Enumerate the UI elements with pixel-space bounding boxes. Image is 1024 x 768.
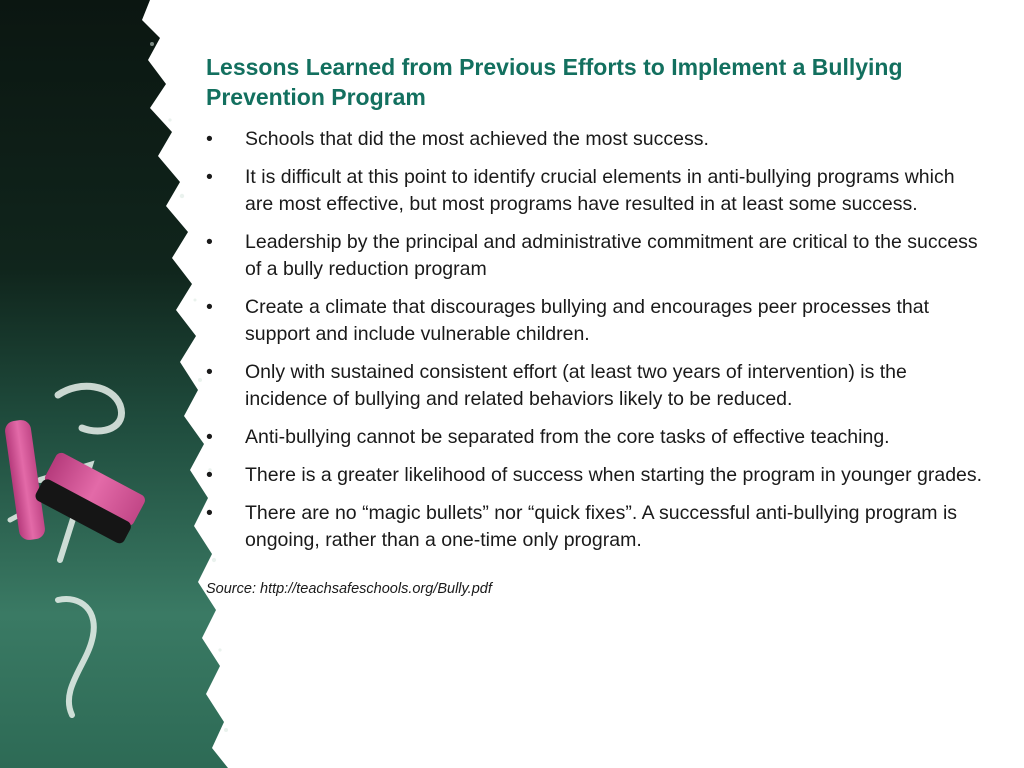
bullet-text: Create a climate that discourages bullying and encourages peer processes that support and include vulnerable children. bbox=[245, 296, 929, 345]
list-item bbox=[206, 164, 986, 218]
bullet-icon: • bbox=[206, 231, 213, 253]
bullet-text: Only with sustained consistent effort (at least two years of intervention) is the incidence of bullying and related behaviors likely to be reduced. bbox=[245, 361, 907, 410]
bullet-icon: • bbox=[206, 361, 213, 383]
list-item bbox=[206, 500, 986, 554]
bullet-text: There are no “magic bullets” nor “quick fixes”. A successful anti-bullying program is ongoing, rather than a one-time only program. bbox=[245, 502, 958, 551]
list-item bbox=[206, 462, 986, 489]
list-item bbox=[206, 424, 986, 451]
chalkboard-chalk-image bbox=[0, 0, 240, 768]
bullet-icon: • bbox=[206, 502, 213, 524]
bullet-text: It is difficult at this point to identify crucial elements in anti-bullying programs which are most effective, but most programs have resulted in at least some success. bbox=[245, 166, 955, 215]
list-item bbox=[206, 294, 986, 348]
bullet-icon: • bbox=[206, 464, 213, 486]
source-citation: Source: http://teachsafeschools.org/Bully.pdf bbox=[206, 581, 492, 597]
bullet-list bbox=[206, 126, 986, 554]
bullet-text: Schools that did the most achieved the most success. bbox=[245, 128, 709, 150]
slide-content bbox=[206, 52, 986, 597]
bullet-icon: • bbox=[206, 128, 213, 150]
bullet-text: Anti-bullying cannot be separated from the core tasks of effective teaching. bbox=[245, 426, 890, 448]
bullet-icon: • bbox=[206, 426, 213, 448]
bullet-icon: • bbox=[206, 166, 213, 188]
bullet-text: There is a greater likelihood of success when starting the program in younger grades. bbox=[245, 464, 983, 486]
list-item bbox=[206, 359, 986, 413]
list-item bbox=[206, 126, 986, 153]
bullet-icon: • bbox=[206, 296, 213, 318]
bullet-text: Leadership by the principal and administrative commitment are critical to the success of a bully reduction program bbox=[245, 231, 978, 280]
list-item bbox=[206, 229, 986, 283]
slide-title: Lessons Learned from Previous Efforts to Implement a Bullying Prevention Program bbox=[206, 54, 903, 110]
chalkboard-surface bbox=[0, 0, 228, 768]
